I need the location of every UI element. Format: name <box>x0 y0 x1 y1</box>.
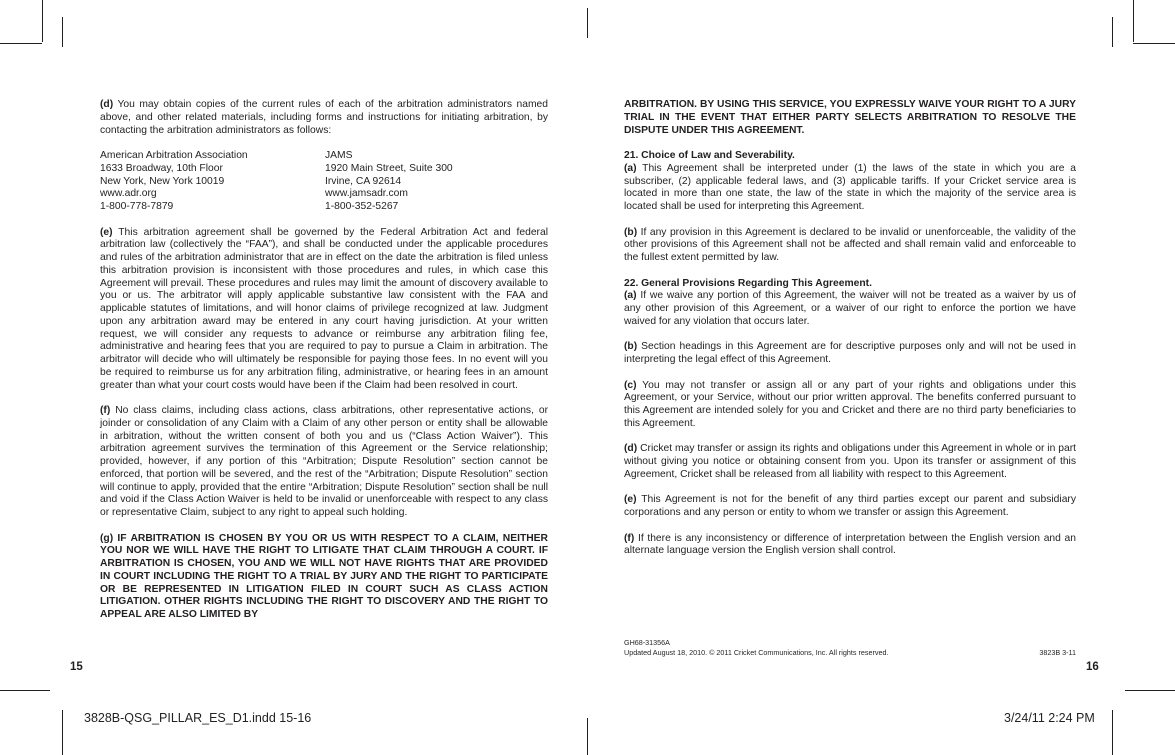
contact-name: JAMS <box>325 150 353 161</box>
paragraph-g: (g) IF ARBITRATION IS CHOSEN BY YOU OR US WITH RESPECT TO A CLAIM, NEITHER YOU NOR WE WILL HAVE THE RIGHT TO LITIGATE THAT CLAIM THROUGH A COURT. IF ARBITRATION IS CHOSEN, YOU AND WE WILL NOT HAVE RIGHTS THAT ARE PROVIDED IN COURT INCLUDING THE RIGHT TO A TRIAL BY JURY AND THE RIGHT TO PARTICIPATE OR BE REPRESENTED IN LITIGATION FILED IN COURT SUCH AS CLASS ACTION LITIGATION. OTHER RIGHTS INCLUDING THE RIGHT TO DISCOVERY AND THE RIGHT TO APPEAL ARE ALSO LIMITED BY <box>100 532 548 620</box>
paragraph-label: (f) <box>100 405 111 416</box>
crop-mark <box>587 8 588 38</box>
paragraph-label: (c) <box>624 379 637 391</box>
right-page-column <box>624 99 1076 558</box>
section-21-heading: 21. Choice of Law and Severability. <box>624 150 795 161</box>
section-22-b <box>624 341 1076 367</box>
contact-web: www.jamsadr.com <box>325 188 408 200</box>
paragraph-label: (d) <box>100 99 114 110</box>
section-22-e <box>624 494 1076 520</box>
crop-mark <box>1133 43 1175 44</box>
paragraph-text: This Agreement is not for the benefit of any third parties except our parent and subsidiary corporations and any person or entity to whom we transfer or assign this Agreement. <box>624 494 1076 518</box>
section-22-f <box>624 533 1076 559</box>
page-footer <box>624 638 1076 658</box>
page-number-right: 16 <box>1086 661 1099 673</box>
crop-mark <box>1133 0 1134 42</box>
paragraph-text: If we waive any portion of this Agreement, the waiver will not be treated as a waiver by us of any other provision of this Agreement, or a waiver of our right to enforce the portion we have waived for any violation that occurs later. <box>624 290 1076 327</box>
crop-mark <box>0 43 42 44</box>
paragraph-text: If there is any inconsistency or difference of interpretation between the English version and an alternate language version the English version shall control. <box>624 532 1076 557</box>
crop-mark <box>62 17 63 47</box>
paragraph-text: This Agreement shall be interpreted under (1) the laws of the state in which you are a subscriber, (2) applicable federal laws, and (3) applicable tariffs. If your Cricket service area is located in more than one state, the law of the state in which the majority of the service area is located shall be used for interpreting this Agreement. <box>624 162 1076 212</box>
paragraph-text: Section headings in this Agreement are for descriptive purposes only and will not be used in interpreting the legal effect of this Agreement. <box>624 341 1076 365</box>
crop-mark <box>0 690 50 691</box>
paragraph-f <box>100 405 548 520</box>
section-21-b <box>624 227 1076 265</box>
contact-name: American Arbitration Association <box>100 150 248 161</box>
crop-mark <box>587 718 588 755</box>
paragraph-text: You may not transfer or assign all or any part of your rights and obligations under this Agreement, or your Service, without our prior written approval. The benefits conferred pursuant to this Agreement are intended solely for you and Cricket and there are no third party beneficiaries to this Agreement. <box>624 379 1076 429</box>
contact-phone: 1-800-352-5267 <box>325 201 399 212</box>
paragraph-label: (f) <box>624 532 635 544</box>
paragraph-text: You may obtain copies of the current rules of each of the arbitration administrators named above, and other related materials, including forms and instructions for initiating arbitration, by contacting the arbitration administrators as follows: <box>100 99 548 136</box>
paragraph-d <box>100 99 548 137</box>
footer-row <box>624 648 1076 658</box>
contact-phone: 1-800-778-7879 <box>100 201 174 212</box>
print-reference: 3823B 3-11 <box>1039 648 1076 657</box>
paragraph-text: This arbitration agreement shall be governed by the Federal Arbitration Act and federal arbitration law (collectively the “FAA”), and shall be conducted under the applicable procedures and rules of the arbitration administrator that are in effect on the date the arbitration is filed unless this arbitration provision is inconsistent with those procedures and rules, in which case this Agreement will prevail. These procedures and rules may limit the amount of discovery available to you or us. The arbitrator will apply applicable substantive law consistent with the FAA and applicable statutes of limitations, and will honor claims of privilege recognized at law. Judgment upon any arbitration award may be entered in any court having jurisdiction. At your written request, we will consider any requests to advance or reimburse any arbitration filing fee, administrative and hearing fees that you are required to pay to pursue a Claim in arbitration. The arbitrator will decide who will ultimately be responsible for paying those fees. In no event will you be required to reimburse us for any arbitration filing, administrative, or hearing fees in an amount greater than what your court costs would have been if the Claim had been resolved in court. <box>100 226 548 391</box>
contact-web: www.adr.org <box>100 188 157 200</box>
paragraph-e <box>100 227 548 393</box>
crop-mark <box>62 710 63 755</box>
paragraph-label: (a) <box>624 290 637 302</box>
crop-mark <box>1112 17 1113 47</box>
section-22-c <box>624 380 1076 431</box>
left-page-column <box>100 99 548 635</box>
section-21-a <box>624 163 1076 214</box>
arbitration-continuation: ARBITRATION. BY USING THIS SERVICE, YOU EXPRESSLY WAIVE YOUR RIGHT TO A JURY TRIAL IN THE EVENT THAT EITHER PARTY SELECTS ARBITRATION TO RESOLVE THE DISPUTE UNDER THIS AGREEMENT. <box>624 99 1076 136</box>
paragraph-text: If any provision in this Agreement is declared to be invalid or unenforceable, the validity of the other provisions of this Agreement shall not be affected and shall remain valid and enforceable to the fullest extent permitted by law. <box>624 226 1076 263</box>
contact-addresses <box>100 150 548 214</box>
contact-aaa <box>100 150 325 214</box>
contact-address: 1920 Main Street, Suite 300 <box>325 162 453 174</box>
crop-mark <box>42 0 43 42</box>
section-22-d <box>624 443 1076 481</box>
paragraph-label: (e) <box>100 226 113 238</box>
copyright-text: Updated August 18, 2010. © 2011 Cricket Communications, Inc. All rights reserved. <box>624 648 889 657</box>
document-code: GH68-31356A <box>624 638 670 647</box>
paragraph-label: (b) <box>624 226 638 238</box>
paragraph-label: (d) <box>624 443 638 455</box>
paragraph-label: (e) <box>624 494 637 506</box>
contact-address: 1633 Broadway, 10th Floor <box>100 162 223 174</box>
paragraph-text: Cricket may transfer or assign its rights and obligations under this Agreement in whole or in part without giving you notice or obtaining consent from you. Upon its transfer or assignment of this Agreement, Cricket shall be released from all liability with respect to this Agreement. <box>624 443 1076 480</box>
crop-mark <box>1125 690 1175 691</box>
paragraph-label: (a) <box>624 162 637 174</box>
paragraph-label: (b) <box>624 341 638 353</box>
contact-jams <box>325 150 545 214</box>
section-22-heading: 22. General Provisions Regarding This Agreement. <box>624 277 872 289</box>
crop-mark <box>1112 710 1113 755</box>
page-number-left: 15 <box>70 661 83 673</box>
contact-city: New York, New York 10019 <box>100 175 225 187</box>
paragraph-text: No class claims, including class actions, class arbitrations, other representative actions, or joinder or consolidation of any Claim with a Claim of any other person or entity shall be allowable in arbitration, without the written consent of both you and us (“Class Action Waiver”). This arbitration agreement survives the termination of this Agreement or the Service relationship; provided, however, if any portion of this “Arbitration; Dispute Resolution” section cannot be enforced, that portion will be severed, and the rest of the “Arbitration; Dispute Resolution” section will continue to apply, provided that the entire “Arbitration; Dispute Resolution” section shall be null and void if the Class Action Waiver is held to be invalid or unenforceable with respect to any class or representative Claim, subject to any right to appeal such holding. <box>100 405 548 518</box>
slug-filename: 3828B-QSG_PILLAR_ES_D1.indd 15-16 <box>84 711 312 725</box>
slug-datetime: 3/24/11 2:24 PM <box>1004 711 1095 725</box>
section-22-a <box>624 290 1076 328</box>
contact-city: Irvine, CA 92614 <box>325 175 402 187</box>
